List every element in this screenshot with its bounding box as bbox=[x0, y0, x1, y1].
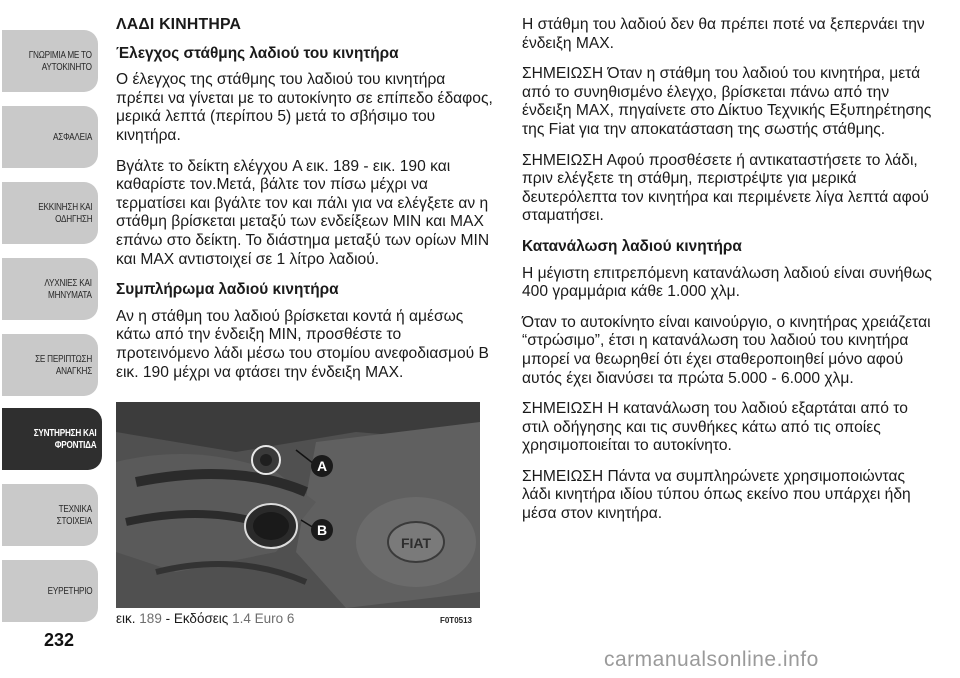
engine-bay-illustration bbox=[116, 402, 480, 608]
figure-code: F0T0513 bbox=[439, 616, 472, 625]
svg-text:A: A bbox=[316, 458, 328, 474]
right-column bbox=[522, 16, 932, 536]
tab-index[interactable]: ΕΥΡΕΤΗΡΙΟ bbox=[2, 560, 98, 622]
chapter-tabs bbox=[0, 0, 104, 620]
tab-getting-to-know[interactable]: ΓΝΩΡΙΜΙΑ ΜΕ ΤΟ ΑΥΤΟΚΙΝΗΤΟ bbox=[2, 30, 98, 92]
tab-maintenance[interactable]: ΣΥΝΤΗΡΗΣΗ ΚΑΙ ΦΡΟΝΤΙΔΑ bbox=[2, 408, 102, 470]
watermark: carmanualsonline.info bbox=[604, 648, 819, 671]
section-heading: ΛΑΔΙ ΚΙΝΗΤΗΡΑ bbox=[116, 16, 242, 33]
svg-text:B: B bbox=[316, 522, 328, 538]
figure-caption: εικ. 189 - Εκδόσεις 1.4 Euro 6 F0T0513 bbox=[116, 611, 480, 627]
paragraph-dipstick-procedure: Βγάλτε το δείκτη ελέγχου A εικ. 189 - εικ. 190 και καθαρίστε τον.Μετά, βάλτε τον πίσω μέχρι να τερματίσει και βγάλτε τον και πάλι για να ελέγξετε αν η στάθμη βρίσκεται μεταξύ των ενδείξεων MIN και MAX επάνω στο δείκτη. Το διάστημα μεταξύ των ορίων MIN και MAX αντιστοιχεί σε 1 λίτρο λαδιού. bbox=[116, 157, 490, 268]
left-column bbox=[116, 16, 496, 394]
paragraph-oil-topup: Αν η στάθμη του λαδιού βρίσκεται κοντά ή αμέσως κάτω από την ένδειξη MIN, προσθέστε το προτεινόμενο λάδι μέσω του στομίου ανεφοδιασμού B εικ. 190 μέχρι να φτάσει την ένδειξη MAX. bbox=[116, 307, 489, 381]
paragraph-running-in: Όταν το αυτοκίνητο είναι καινούργιο, ο κινητήρας χρειάζεται “στρώσιμο”, έτσι η κατανάλωση του λαδιού του κινητήρα μπορεί να θεωρηθεί ότι έχει σταθεροποιηθεί μόνο αφού αυτός έχει διανύσει τα πρώτα 5.000 - 6.000 χλμ. bbox=[522, 313, 931, 387]
note-above-max: ΣΗΜΕΙΩΣΗ Όταν η στάθμη του λαδιού του κινητήρα, μετά από το συνηθισμένο έλεγχο, βρίσκεται πάνω από την ένδειξη MAX, πηγαίνετε στο Δίκτυο Τεχνικής Εξυπηρέτησης της Fiat για την αποκατάσταση της σωστής στάθμης. bbox=[522, 65, 932, 138]
callout-a bbox=[311, 455, 333, 477]
subheading-oil-check: Έλεγχος στάθμης λαδιού του κινητήρα bbox=[116, 44, 399, 62]
engine-bay-figure bbox=[116, 402, 480, 608]
svg-text:FIAT: FIAT bbox=[400, 535, 432, 551]
tab-starting-driving[interactable]: ΕΚΚΙΝΗΣΗ ΚΑΙ ΟΔΗΓΗΣΗ bbox=[2, 182, 98, 244]
note-same-oil-type: ΣΗΜΕΙΩΣΗ Πάντα να συμπληρώνετε χρησιμοποιώντας λάδι κινητήρα ιδίου τύπου όπως εκείνο που υπάρχει ήδη μέσα στον κινητήρα. bbox=[522, 467, 911, 523]
page-number: 232 bbox=[44, 630, 75, 650]
subheading-oil-topup: Συμπλήρωμα λαδιού κινητήρα bbox=[116, 281, 339, 299]
tab-lights-messages[interactable]: ΛΥΧΝΙΕΣ ΚΑΙ ΜΗΝΥΜΑΤΑ bbox=[2, 258, 98, 320]
paragraph-oil-check-conditions: Ο έλεγχος της στάθμης του λαδιού του κινητήρα πρέπει να γίνεται με το αυτοκίνητο σε επίπεδο έδαφος, μερικά λεπτά (περίπου 5) μετά το σβήσιμο του κινητήρα. bbox=[116, 71, 493, 144]
paragraph-max-consumption: Η μέγιστη επιτρεπόμενη κατανάλωση λαδιού είναι συνήθως 400 γραμμάρια κάθε 1.000 χλμ. bbox=[522, 264, 932, 301]
tab-emergency[interactable]: ΣΕ ΠΕΡΙΠΤΩΣΗ ΑΝΑΓΚΗΣ bbox=[2, 334, 98, 396]
note-driving-style: ΣΗΜΕΙΩΣΗ Η κατανάλωση του λαδιού εξαρτάται από το στιλ οδήγησης και τις συνθήκες κάτω από τις οποίες χρησιμοποιείται το αυτοκίνητο. bbox=[522, 400, 908, 455]
subheading-oil-consumption: Κατανάλωση λαδιού κινητήρα bbox=[522, 237, 742, 255]
paragraph-max-warning: Η στάθμη του λαδιού δεν θα πρέπει ποτέ να ξεπερνάει την ένδειξη MAX. bbox=[522, 16, 925, 52]
note-after-topup: ΣΗΜΕΙΩΣΗ Αφού προσθέσετε ή αντικαταστήσετε το λάδι, πριν ελέγξετε τη στάθμη, περιστρέψτε για μερικά δευτερόλεπτα τον κινητήρα και περιμένετε λίγα λεπτά αφού σταματήσει. bbox=[522, 151, 929, 225]
tab-safety[interactable]: ΑΣΦΑΛΕΙΑ bbox=[2, 106, 98, 168]
callout-b bbox=[311, 519, 333, 541]
tab-technical-data[interactable]: ΤΕΧΝΙΚΑ ΣΤΟΙΧΕΙΑ bbox=[2, 484, 98, 546]
